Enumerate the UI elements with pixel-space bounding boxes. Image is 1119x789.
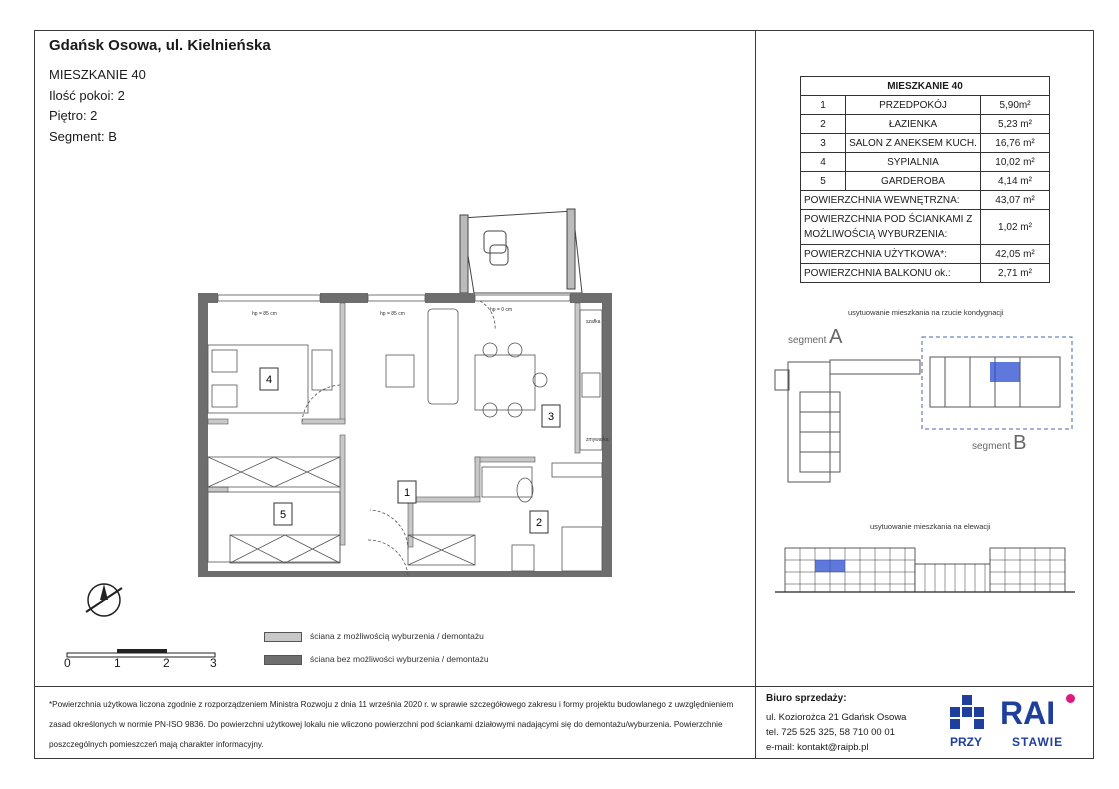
scale-label: 3	[210, 656, 217, 670]
svg-text:4: 4	[265, 374, 273, 386]
logo-line-right: STAWIE	[1012, 735, 1064, 749]
apartment-highlight	[990, 362, 1020, 382]
logo-dot-icon	[1066, 694, 1075, 703]
footer-vertical-divider	[755, 686, 756, 759]
elevation-highlight	[815, 560, 845, 572]
scale-label: 1	[114, 656, 121, 670]
sales-email: e-mail: kontakt@raipb.pl	[766, 742, 869, 753]
segment-a-label: segment A	[788, 326, 843, 348]
legend-label-dark: ściana bez możliwości wyburzenia / demontażu	[310, 654, 489, 664]
page-title: Gdańsk Osowa, ul. Kielnieńska	[49, 37, 271, 54]
svg-text:3: 3	[547, 411, 555, 423]
logo-brand: RAI	[1000, 695, 1056, 731]
apartment-name: MIESZKANIE 40	[49, 67, 146, 82]
table-title: MIESZKANIE 40	[801, 77, 1050, 96]
compass-icon	[80, 576, 128, 624]
rooms-table	[800, 76, 1050, 283]
footer-divider	[34, 686, 1094, 687]
scale-bar	[62, 645, 222, 677]
elevation-view	[775, 538, 1075, 596]
site-plan-caption: usytuowanie mieszkania na rzucie kondygnacji	[848, 308, 1004, 317]
sales-heading: Biuro sprzedaży:	[766, 693, 847, 704]
legend-swatch-light	[264, 632, 302, 642]
table-row: 5 GARDEROBA 4,14 m²	[801, 172, 1050, 191]
doors	[302, 301, 495, 575]
sales-address: ul. Koziorożca 21 Gdańsk Osowa	[766, 712, 907, 723]
legend-label-light: ściana z możliwością wyburzenia / demontażu	[310, 631, 484, 641]
window-note: hp = 85 cm	[380, 311, 405, 317]
logo-line-left: PRZY	[950, 735, 983, 749]
footnote: *Powierzchnia użytkowa liczona zgodnie z rozporządzeniem Ministra Rozwoju z dnia 11 września 2020 r. w sprawie szczegółowego zakresu i formy projektu budowlanego z uwzględnieniem zasad określonych w normie PN-ISO 9836. Do powierzchni użytkowej lokalu nie wliczono powierzchni pod ściankami działowymi nadającymi się do demontażu/wyburzenia. Powierzchnie poszczególnych pomieszczeń mają charakter informacyjny.	[49, 700, 734, 749]
living-furniture	[386, 309, 602, 571]
segment-info: Segment: B	[49, 129, 117, 144]
logo-blocks-icon	[950, 695, 998, 735]
table-row: 3 SALON Z ANEKSEM KUCH. 16,76 m²	[801, 134, 1050, 153]
kitchen-note: zmywarka	[586, 437, 609, 443]
site-plan	[770, 332, 1080, 492]
table-row: 4 SYPIALNIA 10,02 m²	[801, 153, 1050, 172]
rooms-count: Ilość pokoi: 2	[49, 88, 125, 103]
svg-text:1: 1	[403, 487, 411, 499]
table-row: 1 PRZEDPOKÓJ 5,90m²	[801, 96, 1050, 115]
window-note: hp = 0 cm	[490, 307, 513, 313]
summary-row: POWIERZCHNIA UŻYTKOWA*: 42,05 m²	[801, 245, 1050, 264]
scale-label: 0	[64, 656, 71, 670]
table-row: 2 ŁAZIENKA 5,23 m²	[801, 115, 1050, 134]
rai-logo	[950, 693, 1080, 753]
summary-row: POWIERZCHNIA WEWNĘTRZNA: 43,07 m²	[801, 191, 1050, 210]
legend-swatch-dark	[264, 655, 302, 665]
floor-plan	[190, 205, 620, 580]
svg-text:2: 2	[535, 517, 543, 529]
summary-row: POWIERZCHNIA POD ŚCIANKAMI Z MOŻLIWOŚCIĄ WYBURZENIA: 1,02 m²	[801, 210, 1050, 245]
inner-walls	[208, 303, 580, 547]
windows	[218, 295, 570, 301]
scale-label: 2	[163, 656, 170, 670]
svg-text:5: 5	[279, 509, 287, 521]
kitchen-note: szafka	[586, 319, 601, 325]
elevation-caption: usytuowanie mieszkania na elewacji	[870, 522, 991, 531]
segment-b-label: segment B	[972, 432, 1027, 454]
sales-phone: tel. 725 525 325, 58 710 00 01	[766, 727, 895, 738]
balcony	[460, 209, 582, 293]
floor-number: Piętro: 2	[49, 108, 98, 123]
vertical-divider	[755, 30, 756, 686]
summary-row: POWIERZCHNIA BALKONU ok.: 2,71 m²	[801, 264, 1050, 283]
window-note: hp = 85 cm	[252, 311, 277, 317]
